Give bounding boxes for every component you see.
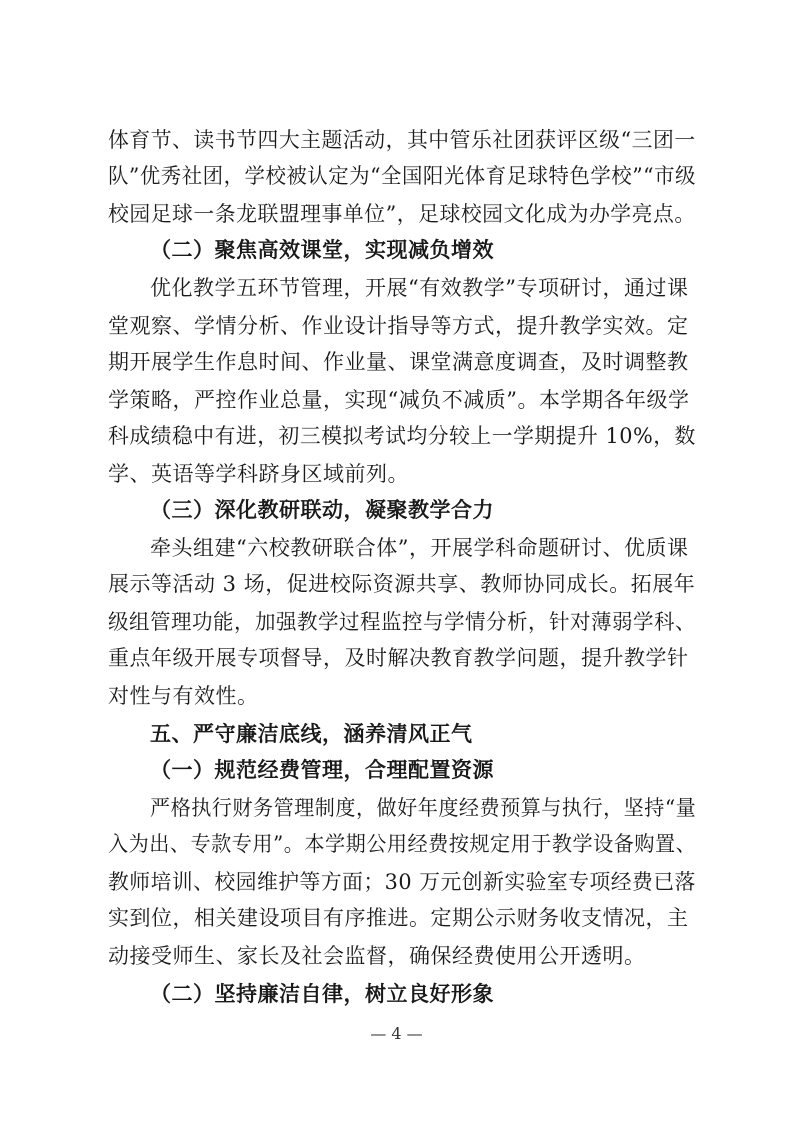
paragraph-line: 重点年级开展专项督导，及时解决教育教学问题，提升教学针: [108, 646, 689, 670]
paragraph-line: 期开展学生作息时间、作业量、课堂满意度调查，及时调整教: [108, 350, 689, 374]
chapter-heading: 五、严守廉洁底线，涵养清风正气: [150, 722, 473, 746]
paragraph-line: 动接受师生、家长及社会监督，确保经费使用公开透明。: [108, 944, 646, 968]
paragraph-line: 对性与有效性。: [108, 684, 259, 708]
paragraph-line: 体育节、读书节四大主题活动，其中管乐社团获评区级“三团一: [108, 128, 696, 152]
paragraph-line: 科成绩稳中有进，初三模拟考试均分较上一学期提升 10%，数: [108, 424, 696, 448]
section-heading: （二）坚持廉洁自律，树立良好形象: [150, 982, 494, 1006]
paragraph-line: 校园足球一条龙联盟理事单位”，足球校园文化成为办学亮点。: [108, 202, 696, 226]
paragraph-line: 队”优秀社团，学校被认定为“全国阳光体育足球特色学校”“市级: [108, 164, 696, 188]
paragraph-line: 堂观察、学情分析、作业设计指导等方式，提升教学实效。定: [108, 314, 689, 338]
paragraph-line: 展示等活动 3 场，促进校际资源共享、教师协同成长。拓展年: [108, 572, 696, 596]
section-heading: （一）规范经费管理，合理配置资源: [150, 758, 494, 782]
page-number: — 4 —: [370, 1024, 423, 1043]
paragraph-line: 教师培训、校园维护等方面；30 万元创新实验室专项经费已落: [108, 870, 696, 894]
paragraph-line: 级组管理功能，加强教学过程监控与学情分析，针对薄弱学科、: [108, 610, 696, 634]
section-heading: （二）聚焦高效课堂，实现减负增效: [150, 238, 494, 262]
paragraph-line: 学策略，严控作业总量，实现“减负不减质”。本学期各年级学: [108, 388, 690, 412]
paragraph-line: 严格执行财务管理制度，做好年度经费预算与执行，坚持“量: [150, 796, 697, 820]
section-heading: （三）深化教研联动，凝聚教学合力: [150, 498, 494, 522]
paragraph-line: 优化教学五环节管理，开展“有效教学”专项研讨，通过课: [150, 276, 689, 300]
paragraph-line: 牵头组建“六校教研联合体”，开展学科命题研讨、优质课: [150, 536, 689, 560]
paragraph-line: 实到位，相关建设项目有序推进。定期公示财务收支情况，主: [108, 906, 689, 930]
paragraph-line: 学、英语等学科跻身区域前列。: [108, 462, 409, 486]
paragraph-line: 入为出、专款专用”。本学期公用经费按规定用于教学设备购置、: [108, 832, 697, 856]
